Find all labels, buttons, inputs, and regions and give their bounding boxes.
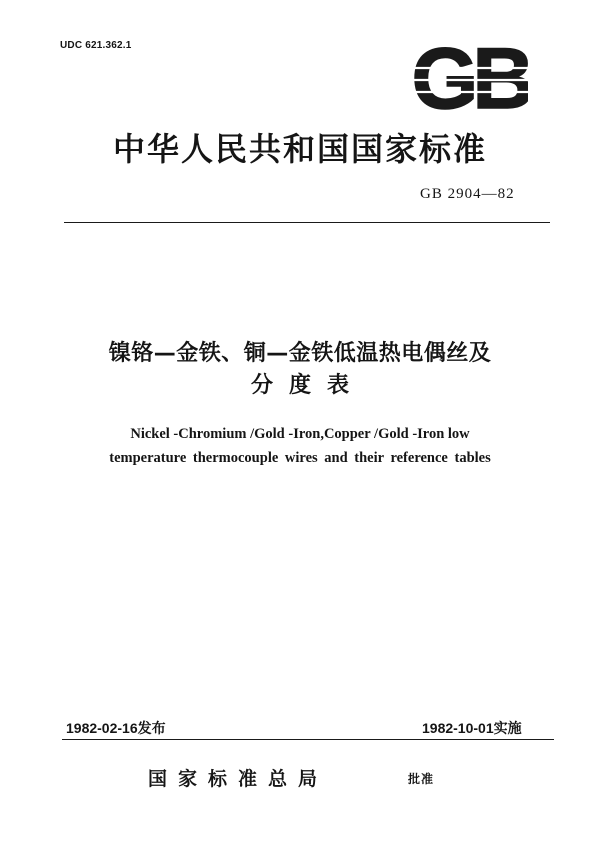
approving-authority: 国家标准总局 [148, 768, 329, 790]
cn-title-line2: 分度表 [250, 373, 365, 398]
udc-code: UDC 621.362.1 [60, 40, 132, 51]
header-divider [64, 222, 550, 223]
approve-label: 批准 [408, 772, 435, 786]
issue-date: 1982-02-16发布 [66, 720, 166, 736]
standard-title: 中华人民共和国国家标准 [112, 130, 487, 168]
gb-logo-text: GB [412, 40, 528, 116]
footer-divider [62, 739, 554, 740]
standard-number: GB 2904—82 [420, 186, 515, 202]
en-title-line2: temperature thermocouple wires and their reference tables [109, 450, 491, 466]
gb-logo [412, 40, 528, 116]
effective-date: 1982-10-01实施 [422, 720, 522, 736]
en-title-line1: Nickel -Chromium /Gold -Iron,Copper /Gold -Iron low [130, 426, 470, 442]
cn-title-line1: 镍铬—金铁、铜—金铁低温热电偶丝及 [108, 341, 492, 366]
